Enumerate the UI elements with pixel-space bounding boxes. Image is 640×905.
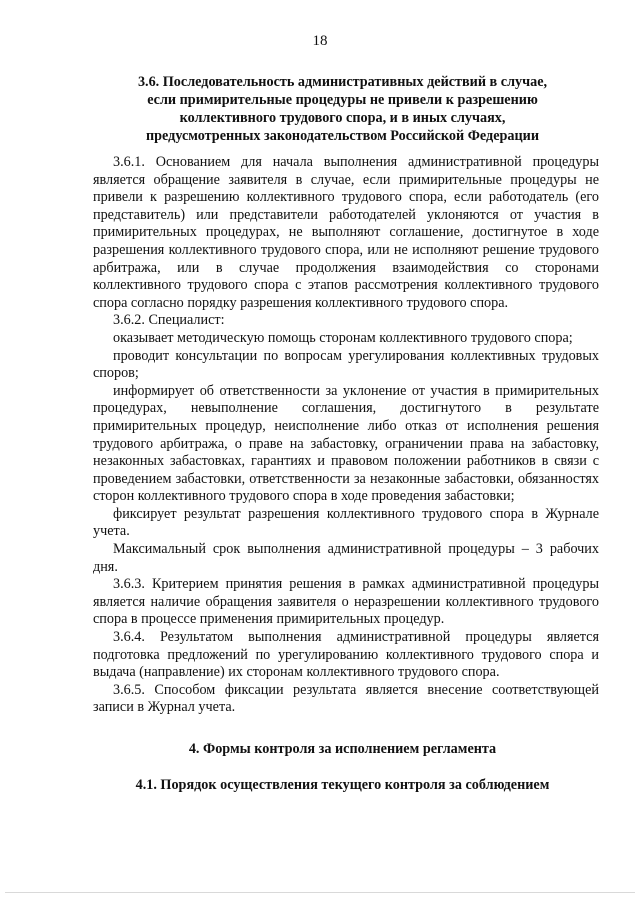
- section-4-1-title: 4.1. Порядок осуществления текущего контроля за соблюдением: [135, 777, 550, 793]
- paragraph-3-6-5: 3.6.5. Способом фиксации результата является внесение соответствующей записи в Журнал учета.: [93, 681, 599, 716]
- paragraph-3-6-2: 3.6.2. Специалист:: [113, 312, 225, 329]
- paragraph-3-6-1: 3.6.1. Основанием для начала выполнения административной процедуры является обращение заявителя в случае, если примирительные процедуры не привели к разрешению коллективного трудового спора, если работодатель (его представитель) или представители работодателей уклоняются от участия в примирительных процедурах, не выполняют соглашение, достигнутое в ходе разрешения коллективного трудового спора, или не исполняют решение трудового арбитража, или в случае продолжения взаимодействия со сторонами коллективного трудового спора с этапов рассмотрения коллективного трудового спора согласно порядку разрешения коллективного трудового спора.: [93, 154, 599, 311]
- specialist-duty-informs: информирует об ответственности за уклонение от участия в примирительных процедурах, невыполнение соглашения, достигнутого в результате примирительных процедур, неисполнение либо отказ от исполнения решения трудового арбитража, о праве на забастовку, ограничении права на забастовку, незаконных забастовках, гарантиях и правовом положении работников в связи с проведением забастовки, ответственности за незаконные забастовки, обязанностях сторон коллективного трудового спора в ходе проведения забастовки;: [93, 382, 599, 505]
- section-4-title: 4. Формы контроля за исполнением регламента: [188, 741, 497, 757]
- section-3-6-title-line: коллективного трудового спора, и в иных случаях,: [179, 110, 506, 126]
- specialist-duty-methodical-help: оказывает методическую помощь сторонам коллективного трудового спора;: [113, 329, 573, 346]
- page-number: 18: [312, 33, 328, 49]
- section-3-6-title-line: предусмотренных законодательством Российской Федерации: [145, 128, 540, 144]
- section-3-6-title: [90, 73, 595, 145]
- max-duration-paragraph: Максимальный срок выполнения административной процедуры – 3 рабочих дня.: [93, 541, 599, 575]
- page-edge-divider: [5, 892, 635, 893]
- section-3-6-title-line: 3.6. Последовательность административных действий в случае,: [137, 74, 548, 90]
- section-3-6-body: [93, 154, 599, 717]
- section-3-6-title-line: если примирительные процедуры не привели к разрешению: [147, 92, 538, 108]
- specialist-duty-consultations: проводит консультации по вопросам урегулирования коллективных трудовых споров;: [93, 347, 599, 382]
- paragraph-3-6-4: 3.6.4. Результатом выполнения административной процедуры является подготовка предложений по урегулированию коллективного трудового спора и выдача (направление) их сторонам коллективного трудового спора.: [93, 629, 599, 681]
- specialist-duty-records-result: фиксирует результат разрешения коллективного трудового спора в Журнале учета.: [93, 505, 599, 540]
- paragraph-3-6-3: 3.6.3. Критерием принятия решения в рамках административной процедуры является наличие обращения заявителя о неразрешении коллективного трудового спора в процессе применения примирительных процедур.: [93, 576, 599, 628]
